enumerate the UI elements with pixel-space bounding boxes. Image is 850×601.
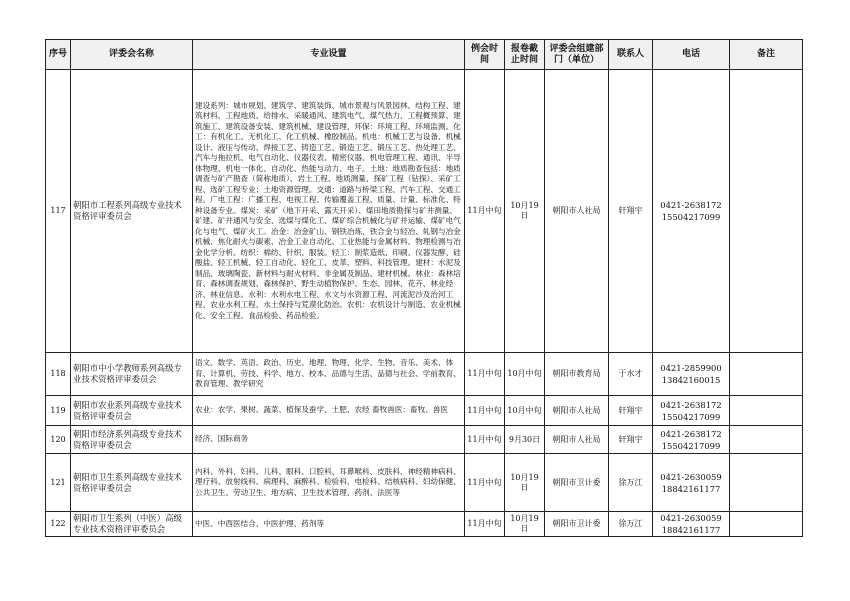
row-phone: [653, 454, 730, 512]
row-contact: 轩翔宇: [609, 396, 653, 426]
table-row: [46, 70, 803, 353]
row-note: [730, 512, 803, 537]
row-contact: 轩翔宇: [609, 70, 653, 353]
header-no: 序号: [46, 40, 71, 70]
row-no: 118: [46, 353, 71, 396]
row-dept: 朝阳市人社局: [545, 396, 609, 426]
row-note: [730, 426, 803, 454]
phone-line-1: 0421-2630059: [660, 513, 722, 523]
header-spec: 专业设置: [193, 40, 465, 70]
row-deadline: 10月19日: [505, 512, 545, 537]
table-row: [46, 426, 803, 454]
table-row: [46, 396, 803, 426]
row-deadline: 9月30日: [505, 426, 545, 454]
row-dept: 朝阳市教育局: [545, 353, 609, 396]
row-contact: 徐万江: [609, 454, 653, 512]
row-note: [730, 396, 803, 426]
row-spec: 内科、外科、妇科、儿科、眼科、口腔科、耳鼻喉科、皮肤科、神经精神病科、理疗科、放射线科、病理科、麻醉科、检验科、电检科、结核病科、妇幼保健、公共卫生、劳动卫生、地方病、卫生技术管理、药剂、法医等: [193, 454, 465, 512]
row-contact: 轩翔宇: [609, 426, 653, 454]
row-dept: 朝阳市人社局: [545, 70, 609, 353]
row-deadline: 10月中旬: [505, 353, 545, 396]
row-phone: [653, 396, 730, 426]
row-no: 119: [46, 396, 71, 426]
phone-line-1: 0421-2630059: [660, 471, 722, 482]
row-spec: 经济、国际商务: [193, 426, 465, 454]
phone-line-2: 15504217099: [661, 411, 721, 422]
row-note: [730, 454, 803, 512]
row-spec: 语文、数学、英语、政治、历史、地理、物理、化学、生物、音乐、美术、体育、计算机、劳技、科学、地方、校本、品德与生活、品德与社会、学前教育、教育管理、教学研究: [193, 353, 465, 396]
row-note: [730, 353, 803, 396]
row-meeting: 11月中旬: [465, 396, 505, 426]
row-spec: 中医、中西医结合、中医护理、药剂等: [193, 512, 465, 537]
table-row: [46, 512, 803, 537]
row-phone: [653, 70, 730, 353]
row-contact: 徐万江: [609, 512, 653, 537]
header-note: 备注: [730, 40, 803, 70]
row-name: 朝阳市中小学教师系列高级专业技术资格评审委员会: [71, 353, 193, 396]
committee-table: [45, 39, 803, 537]
row-meeting: 11月中旬: [465, 454, 505, 512]
header-name: 评委会名称: [71, 40, 193, 70]
row-name: 朝阳市农业系列高级专业技术资格评审委员会: [71, 396, 193, 426]
row-meeting: 11月中旬: [465, 70, 505, 353]
phone-line-1: 0421-2859900: [660, 363, 722, 373]
row-dept: 朝阳市人社局: [545, 426, 609, 454]
phone-line-1: 0421-2638172: [660, 428, 722, 439]
header-deadline: 报卷截止时间: [505, 40, 545, 70]
row-deadline: 10月19日: [505, 454, 545, 512]
header-contact: 联系人: [609, 40, 653, 70]
phone-line-2: 18842161177: [661, 483, 721, 494]
header-row: [46, 40, 803, 70]
row-spec: 建设系列：城市规划、建筑学、建筑装饰、城市景观与风景园林、结构工程、建筑材料、工程地质、给排水、采暖通风、建筑电气、煤气热力、工程概预算、建筑施工、建筑设备安装、建筑机械、建设管理、环保：环境工程、环境监测。化工：有机化工、无机化工、化工机械、橡胶制品。机电：机械工艺与设备、机械设计、液压与传动、焊接工艺、铸造工艺、锻造工艺、锻压工艺、热处理工艺、汽车与拖拉机、电气自动化、仪器仪表、精密仪器、机电管理工程、通讯、半导体物理、机电一体化、自动化、热能与动力、电子。土地：地质勘查包括：地质调查与矿产勘查（简称地质）、岩土工程、地质测量、探矿工程（钻探）、采矿工程、选矿工程专业；土地资源管理。交通：道路与桥梁工程、汽车工程、交通工程。广电工程：广播工程、电视工程、传输覆盖工程、质量、计量、标准化、特种设备专业。煤炭：采矿（地下开采、露天开采）、煤田地质勘探与矿井测量、矿建、矿井通风与安全、选煤与煤化工、煤矿综合机械化与矿井运输、煤矿电气化与电气、煤矿火工。冶金：冶金矿山、钢铁冶炼、铁合金与轻冶、轧钢与冶金机械、焦化耐火与碳素、冶金工业自动化、工业热能与金属材料、物理检测与冶金化学分析。纺织：棉纺、针织、服装。轻工：制浆造纸、印刷、仪器发酵、硅酸盐、轻工机械、轻工自动化、轻化工、皮革、塑料、科技管理。建材：水泥及制品、玻璃陶瓷、新材料与耐火材料、非金属及制品、建材机械。林业：森林培育、森林调查规划、森林保护、野生动植物保护、生态、园林、花卉、林业经济、林业信息。水利：水利水电工程、水文与水资源工程、河流泥沙及治河工程、农业水利工程、水土保持与荒漠化防治。农机：农机设计与制造、农业机械化、安全工程、食品检验、药品检验。: [193, 70, 465, 353]
row-contact: 于水才: [609, 353, 653, 396]
row-phone: [653, 512, 730, 537]
phone-line-2: 15504217099: [661, 212, 721, 222]
phone-line-1: 0421-2638172: [660, 200, 722, 210]
row-deadline: 10月19日: [505, 70, 545, 353]
row-name: 朝阳市经济系列高级专业技术资格评审委员会: [71, 426, 193, 454]
row-phone: [653, 353, 730, 396]
row-dept: 朝阳市卫计委: [545, 454, 609, 512]
header-dept: 评委会组建部门（单位）: [545, 40, 609, 70]
row-no: 117: [46, 70, 71, 353]
phone-line-2: 15504217099: [661, 440, 721, 451]
row-meeting: 11月中旬: [465, 353, 505, 396]
row-no: 122: [46, 512, 71, 537]
table-row: [46, 454, 803, 512]
row-spec: 农业：农学、果树、蔬菜、植保及蚕学、土肥、农经 畜牧兽医：畜牧、兽医: [193, 396, 465, 426]
header-meeting: 例会时间: [465, 40, 505, 70]
row-name: 朝阳市卫生系列（中医）高级专业技术资格评审委员会: [71, 512, 193, 537]
row-meeting: 11月中旬: [465, 426, 505, 454]
row-no: 121: [46, 454, 71, 512]
row-meeting: 11月中旬: [465, 512, 505, 537]
phone-line-2: 18842161177: [661, 525, 721, 535]
row-name: 朝阳市卫生系列高级专业技术资格评审委员会: [71, 454, 193, 512]
row-no: 120: [46, 426, 71, 454]
row-name: 朝阳市工程系列高级专业技术资格评审委员会: [71, 70, 193, 353]
table-row: [46, 353, 803, 396]
phone-line-2: 13842160015: [661, 375, 721, 385]
row-phone: [653, 426, 730, 454]
phone-line-1: 0421-2638172: [660, 399, 722, 410]
row-deadline: 10月中旬: [505, 396, 545, 426]
row-note: [730, 70, 803, 353]
header-phone: 电话: [653, 40, 730, 70]
row-dept: 朝阳市卫计委: [545, 512, 609, 537]
